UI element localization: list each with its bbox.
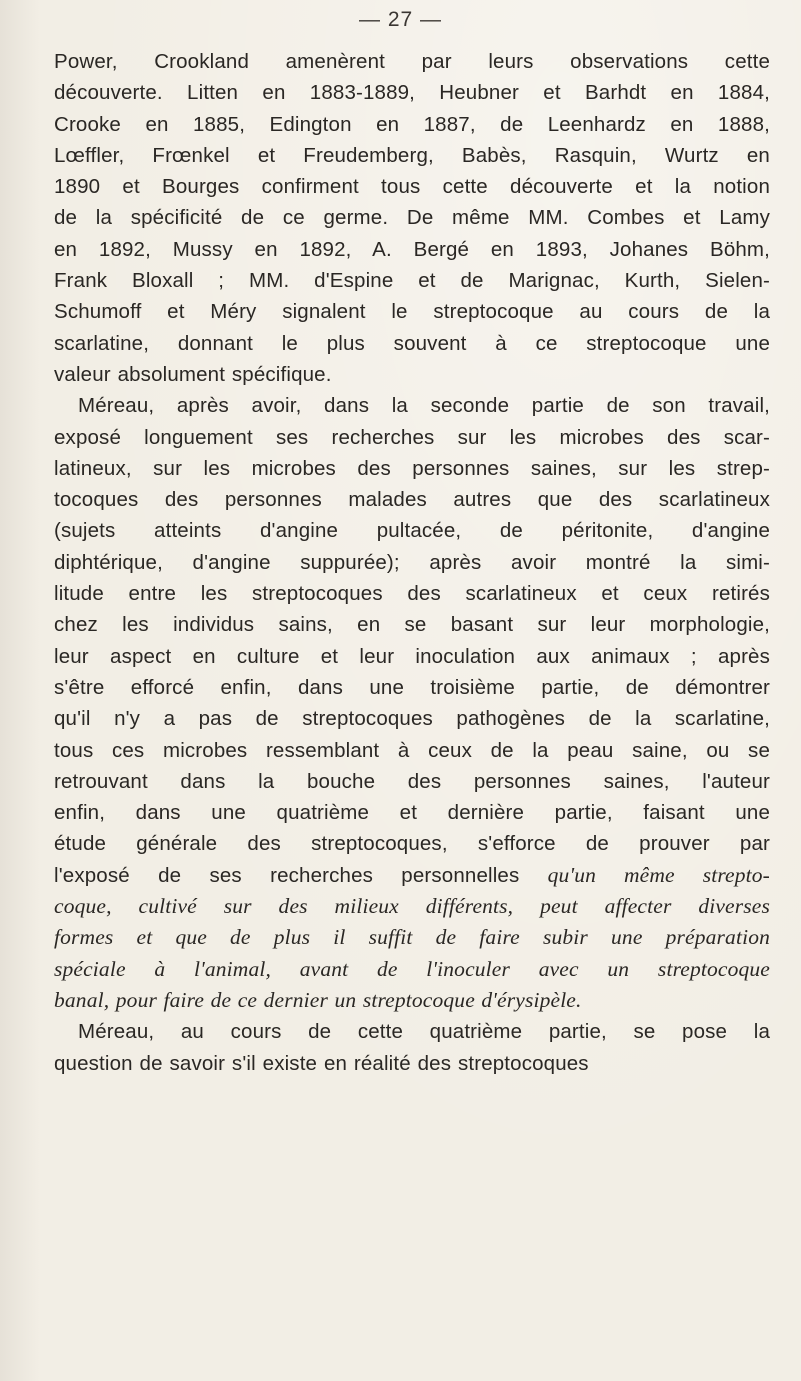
body-text xyxy=(54,46,770,1079)
text-line: valeur absolument spécifique. xyxy=(54,362,332,386)
text-line: leur aspect en culture et leur inoculation aux animaux ; après xyxy=(54,644,770,668)
text-segment: l'exposé de ses recherches personnelles xyxy=(54,863,520,887)
text-line: Lœffler, Frœnkel et Freudemberg, Babès, Rasquin, Wurtz en xyxy=(54,143,770,167)
text-line: exposé longuement ses recherches sur les microbes des scar- xyxy=(54,425,770,449)
italic-segment: qu'un même strepto- xyxy=(547,862,770,887)
paragraph-1 xyxy=(54,46,770,390)
text-line: étude générale des streptocoques, s'efforce de prouver par xyxy=(54,832,770,856)
text-line: retrouvant dans la bouche des personnes saines, l'auteur xyxy=(54,769,770,793)
paragraph-2 xyxy=(54,390,770,1016)
page-number: — 27 — xyxy=(358,8,443,31)
paragraph-3 xyxy=(54,1016,770,1079)
text-line: diphtérique, d'angine suppurée); après avoir montré la simi- xyxy=(54,550,770,574)
text-line: de la spécificité de ce germe. De même MM. Combes et Lamy xyxy=(54,206,770,230)
text-line: latineux, sur les microbes des personnes saines, sur les strep- xyxy=(54,456,770,480)
text-line: chez les individus sains, en se basant sur leur morphologie, xyxy=(54,613,770,637)
text-line: scarlatine, donnant le plus souvent à ce streptocoque une xyxy=(54,331,770,355)
text-line: litude entre les streptocoques des scarlatineux et ceux retirés xyxy=(54,582,770,606)
italic-line: coque, cultivé sur des milieux différents, peut affecter diverses xyxy=(54,894,770,919)
italic-line: banal, pour faire de ce dernier un streptocoque d'érysipèle. xyxy=(54,987,582,1012)
text-line: en 1892, Mussy en 1892, A. Bergé en 1893, Johanes Böhm, xyxy=(54,237,770,261)
text-line: Power, Crookland amenèrent par leurs observations cette xyxy=(54,50,770,73)
text-line: Frank Bloxall ; MM. d'Espine et de Marignac, Kurth, Sielen- xyxy=(54,269,770,293)
text-line: s'être efforcé enfin, dans une troisième partie, de démontrer xyxy=(54,675,770,699)
text-line: découverte. Litten en 1883-1889, Heubner et Barhdt en 1884, xyxy=(54,81,770,105)
text-line: Crooke en 1885, Edington en 1887, de Leenhardz en 1888, xyxy=(54,112,770,136)
italic-line: formes et que de plus il suffit de faire subir une préparation xyxy=(54,925,770,950)
text-line: Schumoff et Méry signalent le streptocoque au cours de la xyxy=(54,300,770,324)
text-line: enfin, dans une quatrième et dernière partie, faisant une xyxy=(54,801,770,825)
text-line: Méreau, au cours de cette quatrième partie, se pose la xyxy=(78,1020,770,1044)
text-line-mixed xyxy=(54,860,770,891)
text-line: (sujets atteints d'angine pultacée, de péritonite, d'angine xyxy=(54,519,770,543)
text-line: tocoques des personnes malades autres que des scarlatineux xyxy=(54,488,770,512)
italic-line: spéciale à l'animal, avant de l'inoculer avec un streptocoque xyxy=(54,956,770,981)
text-line: qu'il n'y a pas de streptocoques pathogènes de la scarlatine, xyxy=(54,707,770,731)
text-line: Méreau, après avoir, dans la seconde partie de son travail, xyxy=(78,394,770,418)
text-line: tous ces microbes ressemblant à ceux de la peau saine, ou se xyxy=(54,738,770,762)
text-line: question de savoir s'il existe en réalité des streptocoques xyxy=(54,1051,589,1075)
text-line: 1890 et Bourges confirment tous cette découverte et la notion xyxy=(54,175,770,199)
